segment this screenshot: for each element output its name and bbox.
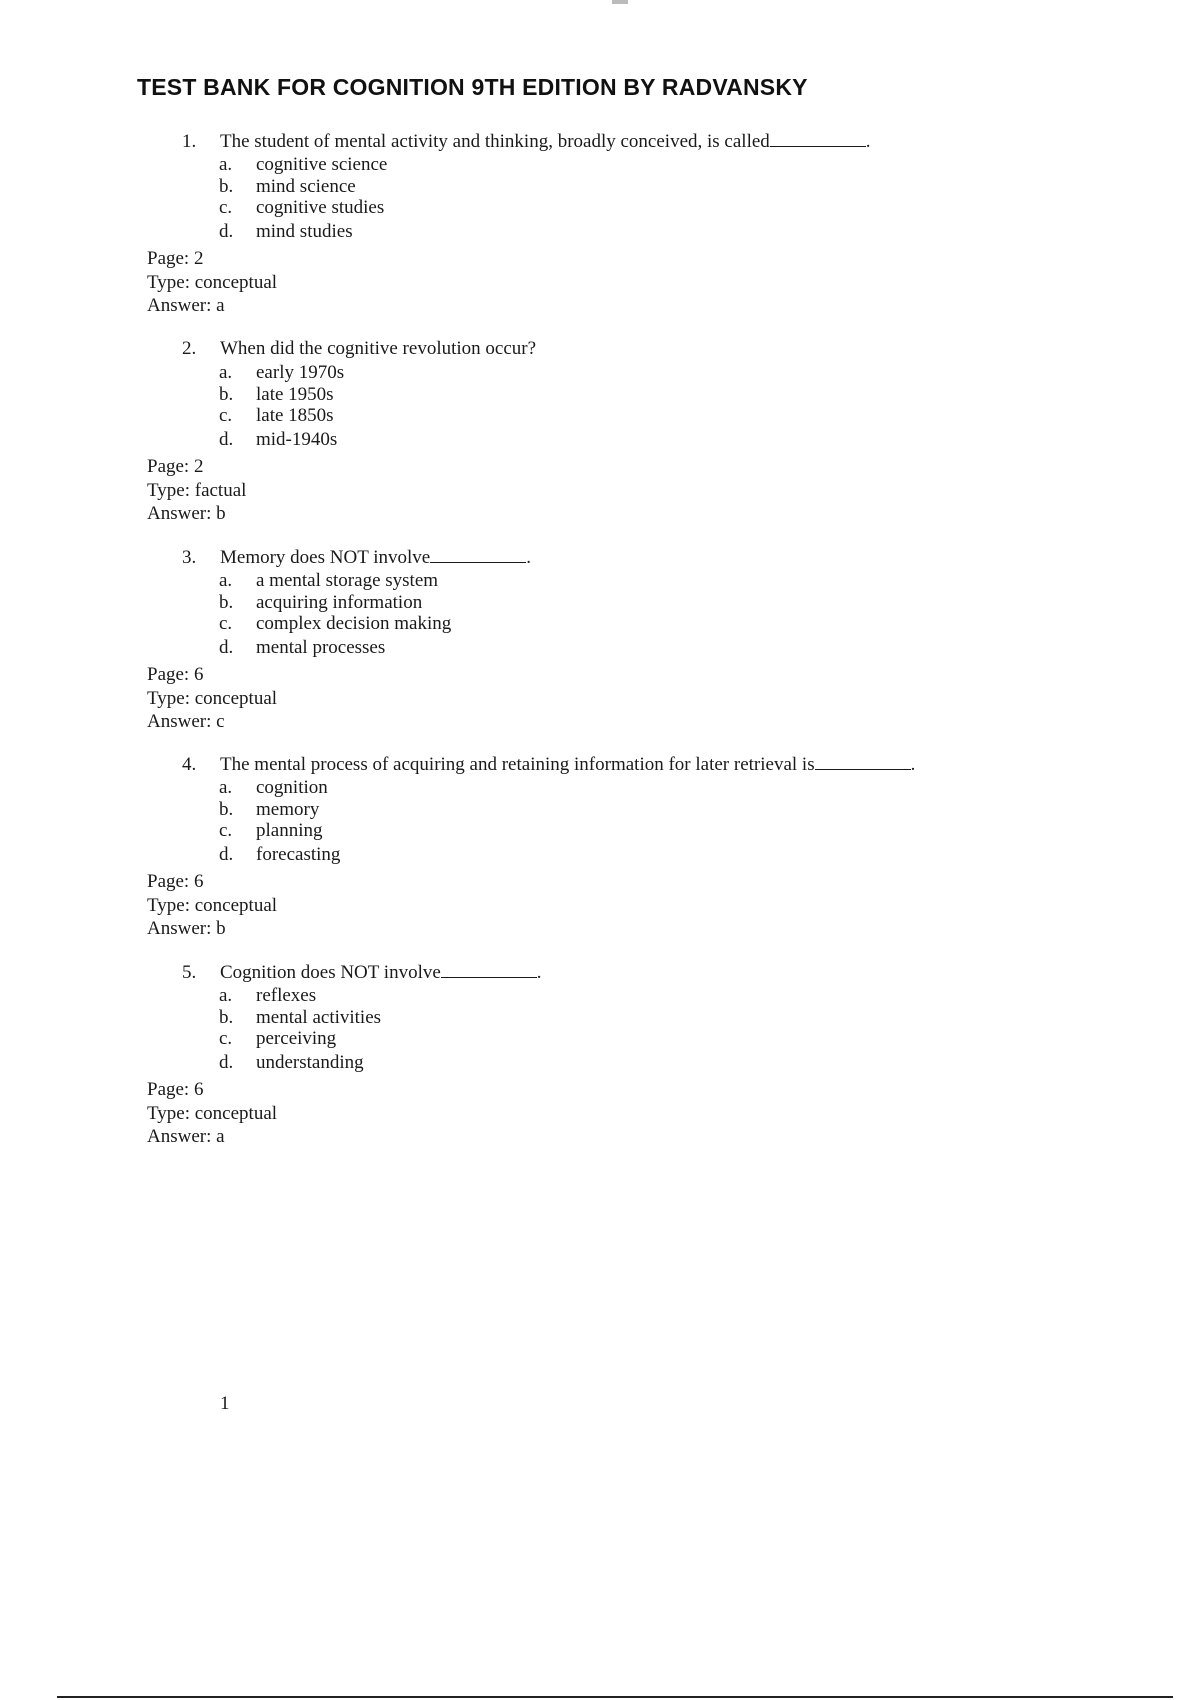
question-stem: When did the cognitive revolution occur? [220, 338, 537, 359]
question-stem-punctuation: . [536, 962, 542, 983]
question-answer: Answer: b [147, 503, 226, 524]
document-title: TEST BANK FOR COGNITION 9TH EDITION BY RADVANSKY [137, 74, 808, 100]
question-number: 1. [182, 131, 197, 152]
answer-option [219, 1052, 364, 1074]
answer-blank [430, 546, 526, 563]
option-text: mid-1940s [256, 429, 338, 450]
answer-blank [770, 130, 866, 147]
question-type: Type: factual [147, 480, 247, 501]
answer-option [219, 1028, 336, 1050]
question-stem-punctuation: . [865, 131, 871, 152]
question-item [0, 546, 1200, 736]
answer-option [219, 570, 438, 592]
option-letter: a. [219, 777, 233, 798]
question-stem-punctuation: . [526, 547, 531, 568]
option-text: mind studies [256, 221, 353, 242]
question-number: 4. [182, 754, 197, 775]
question-answer: Answer: c [147, 711, 225, 732]
question-stem: The student of mental activity and thinking, broadly conceived, is called [220, 131, 770, 152]
option-letter: c. [219, 820, 233, 841]
option-text: mental activities [256, 1007, 382, 1028]
option-text: reflexes [256, 985, 317, 1006]
question-stem-line [182, 961, 542, 984]
question-stem: The mental process of acquiring and retaining information for later retrieval is [220, 754, 815, 775]
option-text: memory [256, 799, 320, 820]
option-letter: b. [219, 384, 234, 405]
question-type: Type: conceptual [147, 272, 278, 293]
option-letter: d. [219, 429, 234, 450]
page-bottom-rule [57, 1696, 1173, 1698]
option-text: late 1950s [256, 384, 334, 405]
answer-option [219, 592, 422, 614]
question-answer: Answer: a [147, 295, 225, 316]
option-letter: d. [219, 221, 234, 242]
question-stem: Cognition does NOT involve [220, 962, 441, 983]
option-letter: b. [219, 592, 234, 613]
answer-option [219, 429, 337, 451]
answer-option [219, 154, 387, 176]
option-text: complex decision making [256, 613, 452, 634]
option-letter: a. [219, 985, 233, 1006]
option-letter: c. [219, 1028, 233, 1049]
option-letter: b. [219, 799, 234, 820]
option-letter: b. [219, 176, 234, 197]
option-letter: c. [219, 405, 233, 426]
answer-option [219, 362, 344, 384]
option-text: mind science [256, 176, 356, 197]
question-item [0, 338, 1200, 528]
option-text: late 1850s [256, 405, 334, 426]
question-type: Type: conceptual [147, 1103, 278, 1124]
question-stem-punctuation: . [910, 754, 916, 775]
option-text: acquiring information [256, 592, 423, 613]
question-number: 3. [182, 547, 197, 568]
question-number: 5. [182, 962, 197, 983]
answer-option [219, 799, 319, 821]
answer-option [219, 1007, 381, 1029]
option-text: cognition [256, 777, 328, 798]
option-letter: a. [219, 570, 233, 591]
question-page-ref: Page: 6 [147, 871, 204, 892]
answer-option [219, 844, 340, 866]
answer-option [219, 637, 385, 659]
answer-option [219, 820, 323, 842]
answer-option [219, 405, 334, 427]
question-item [0, 961, 1200, 1151]
option-text: understanding [256, 1052, 364, 1073]
question-page-ref: Page: 6 [147, 664, 204, 685]
question-page-ref: Page: 2 [147, 248, 204, 269]
option-text: cognitive studies [256, 197, 385, 218]
option-letter: b. [219, 1007, 234, 1028]
question-page-ref: Page: 6 [147, 1079, 204, 1100]
option-letter: a. [219, 154, 233, 175]
option-text: forecasting [256, 844, 341, 865]
answer-option [219, 197, 384, 219]
option-text: cognitive science [256, 154, 388, 175]
answer-option [219, 176, 356, 198]
answer-option [219, 221, 353, 243]
option-letter: d. [219, 1052, 234, 1073]
question-answer: Answer: a [147, 1126, 225, 1147]
answer-option [219, 777, 328, 799]
option-letter: c. [219, 613, 233, 634]
option-text: mental processes [256, 637, 386, 658]
option-text: a mental storage system [256, 570, 439, 591]
option-letter: a. [219, 362, 233, 383]
option-letter: c. [219, 197, 233, 218]
option-letter: d. [219, 637, 234, 658]
option-text: planning [256, 820, 323, 841]
question-type: Type: conceptual [147, 688, 278, 709]
question-stem-line [182, 753, 915, 776]
page-top-marker [612, 0, 628, 4]
answer-option [219, 384, 334, 406]
question-item [0, 753, 1200, 943]
option-text: perceiving [256, 1028, 337, 1049]
question-stem-line [182, 130, 871, 153]
option-letter: d. [219, 844, 234, 865]
question-number: 2. [182, 338, 197, 359]
question-stem-line [182, 546, 531, 569]
question-answer: Answer: b [147, 918, 226, 939]
answer-option [219, 985, 316, 1007]
answer-option [219, 613, 451, 635]
question-type: Type: conceptual [147, 895, 278, 916]
answer-blank [815, 753, 911, 770]
question-page-ref: Page: 2 [147, 456, 204, 477]
option-text: early 1970s [256, 362, 345, 383]
question-item [0, 130, 1200, 320]
page-number: 1 [220, 1393, 230, 1414]
question-stem-line [182, 338, 536, 360]
answer-blank [441, 961, 537, 978]
question-stem: Memory does NOT involve [220, 547, 431, 568]
